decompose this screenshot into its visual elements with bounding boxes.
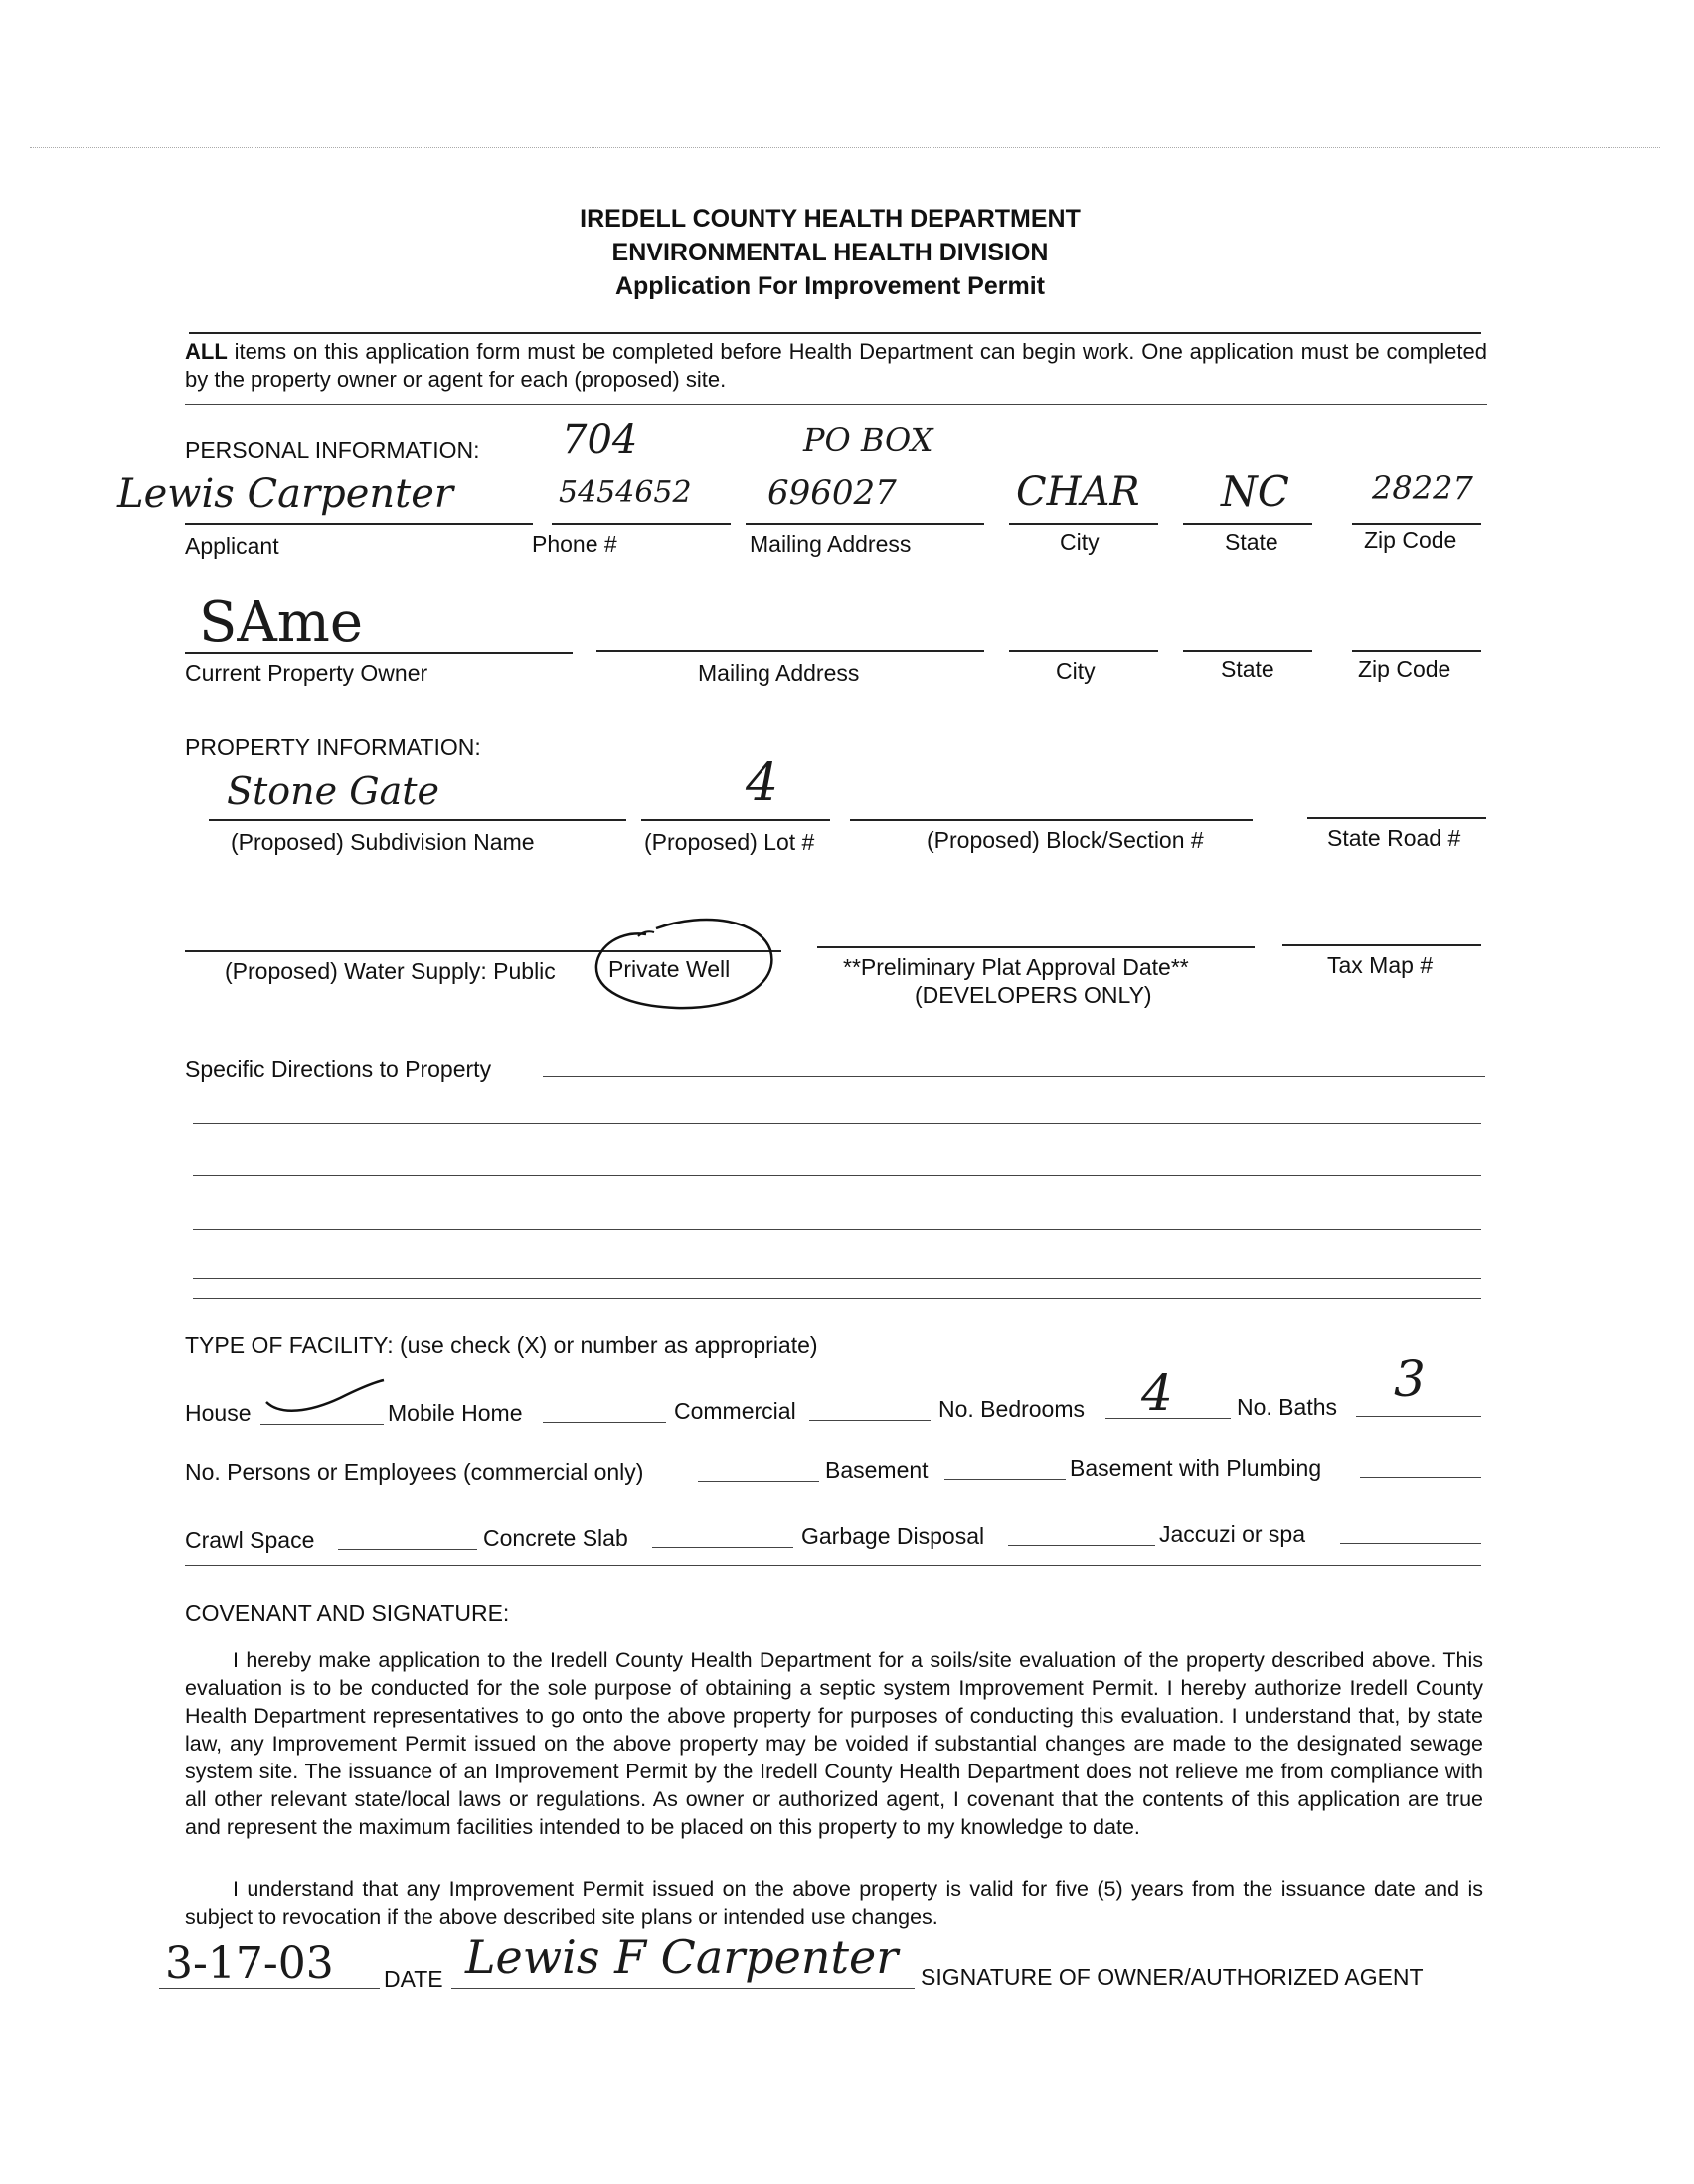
jaccuzi-label: Jaccuzi or spa	[1159, 1521, 1306, 1547]
owner-label: Current Property Owner	[185, 660, 428, 686]
date-label: DATE	[384, 1966, 443, 1992]
hw-zip: 28227	[1372, 469, 1473, 507]
header-line-1: IREDELL COUNTY HEALTH DEPARTMENT	[580, 205, 1081, 233]
facility-heading: TYPE OF FACILITY: (use check (X) or number as appropriate)	[185, 1332, 818, 1358]
bedrooms-label: No. Bedrooms	[938, 1396, 1086, 1422]
tax-map-label: Tax Map #	[1327, 952, 1434, 978]
plat-approval-label: **Preliminary Plat Approval Date**	[843, 954, 1189, 980]
signature: Lewis F Carpenter	[465, 1931, 899, 1984]
mailing-line	[746, 523, 984, 525]
tax-map-line	[1282, 944, 1481, 946]
directions-line	[193, 1229, 1481, 1230]
intro-body: items on this application form must be completed before Health Department can begin work. One application must be completed by the property owner or agent for each (proposed) site.	[185, 339, 1487, 392]
phone-line	[552, 523, 731, 525]
hw-date: 3-17-03	[165, 1938, 334, 1989]
private-well-circle	[587, 911, 785, 1020]
hw-address-top: PO BOX	[803, 421, 933, 459]
commercial-line	[809, 1420, 931, 1421]
owner-line	[185, 652, 573, 654]
owner-mailing-label: Mailing Address	[698, 660, 860, 686]
baths-label: No. Baths	[1237, 1394, 1337, 1420]
phone-label: Phone #	[532, 531, 617, 557]
directions-line	[193, 1298, 1481, 1299]
hw-applicant: Lewis Carpenter	[117, 471, 453, 517]
property-heading: PROPERTY INFORMATION:	[185, 734, 481, 759]
hw-phone-prefix: 704	[562, 418, 638, 463]
covenant-paragraph-1: I hereby make application to the Iredell County Health Department for a soils/site evaluation of the property described above. This evaluation is to be conducted for the sole purpose of obtaining a septic system Improvement Permit. I hereby authorize Iredell County Health Department representatives to go onto the above property for purposes of conducting this evaluation. I understand that, by state law, any Improvement Permit issued on the above property may be voided if substantial changes are made to the designated sewage system site. The issuance of an Improvement Permit by the Iredell County Health Department does not relieve me from compliance with all other relevant state/local laws or regulations. As owner or authorized agent, I covenant that the contents of this application are true and represent the maximum facilities intended to be placed on this property to my knowledge to date.	[185, 1648, 1483, 1839]
crawl-space-line	[338, 1549, 477, 1550]
basement-label: Basement	[825, 1457, 929, 1483]
owner-zip-label: Zip Code	[1358, 656, 1451, 682]
basement-line	[944, 1479, 1066, 1480]
mobile-home-line	[543, 1422, 666, 1423]
directions-line	[193, 1123, 1481, 1124]
personal-heading: PERSONAL INFORMATION:	[185, 437, 480, 463]
hw-mailing-address: 696027	[767, 473, 897, 513]
crawl-space-label: Crawl Space	[185, 1527, 315, 1553]
covenant-heading: COVENANT AND SIGNATURE:	[185, 1600, 510, 1626]
date-line	[159, 1988, 380, 1989]
basement-plumbing-line	[1360, 1477, 1481, 1478]
applicant-label: Applicant	[185, 533, 279, 559]
basement-plumbing-label: Basement with Plumbing	[1070, 1455, 1322, 1481]
directions-line	[193, 1175, 1481, 1176]
signature-label: SIGNATURE OF OWNER/AUTHORIZED AGENT	[921, 1964, 1424, 1990]
house-label: House	[185, 1400, 252, 1426]
directions-line	[543, 1076, 1485, 1077]
intro-bold: ALL	[185, 339, 228, 364]
hw-subdivision: Stone Gate	[227, 769, 439, 813]
persons-line	[698, 1481, 819, 1482]
developers-label: (DEVELOPERS ONLY)	[915, 982, 1152, 1008]
divider	[189, 332, 1481, 334]
hw-baths: 3	[1394, 1350, 1426, 1408]
lot-line	[641, 819, 830, 821]
private-well-label: Private Well	[608, 956, 731, 982]
block-line	[850, 819, 1253, 821]
mailing-address-label: Mailing Address	[750, 531, 912, 557]
jaccuzi-line	[1340, 1543, 1481, 1544]
divider	[185, 404, 1487, 405]
owner-mailing-line	[596, 650, 984, 652]
zip-line	[1352, 523, 1481, 525]
owner-state-line	[1183, 650, 1312, 652]
owner-state-label: State	[1221, 656, 1274, 682]
owner-city-label: City	[1056, 658, 1096, 684]
state-line	[1183, 523, 1312, 525]
plat-line	[817, 946, 1255, 948]
house-check-mark	[260, 1376, 390, 1426]
commercial-label: Commercial	[674, 1398, 796, 1424]
concrete-slab-line	[652, 1547, 793, 1548]
baths-line	[1356, 1416, 1481, 1417]
hw-lot: 4	[746, 754, 779, 813]
lot-label: (Proposed) Lot #	[644, 829, 815, 855]
hw-state: NC	[1221, 467, 1289, 516]
header-line-3: Application For Improvement Permit	[614, 272, 1045, 300]
hw-bedrooms: 4	[1141, 1364, 1173, 1422]
state-road-label: State Road #	[1327, 825, 1461, 851]
hw-owner: SAme	[199, 590, 364, 655]
applicant-line	[185, 523, 533, 525]
concrete-slab-label: Concrete Slab	[483, 1525, 628, 1551]
state-road-line	[1307, 817, 1486, 819]
subdivision-label: (Proposed) Subdivision Name	[231, 829, 535, 855]
directions-label: Specific Directions to Property	[185, 1056, 492, 1082]
intro-text	[185, 338, 1487, 394]
covenant-paragraph-2: I understand that any Improvement Permit issued on the above property is valid for five (5) years from the issuance date and is subject to revocation if the above described site plans or intended use changes.	[185, 1877, 1483, 1929]
hw-phone: 5454652	[559, 475, 692, 510]
hw-city: CHAR	[1016, 469, 1140, 515]
mobile-home-label: Mobile Home	[388, 1400, 523, 1426]
city-label: City	[1060, 529, 1100, 555]
garbage-disposal-label: Garbage Disposal	[801, 1523, 985, 1549]
owner-city-line	[1009, 650, 1158, 652]
subdivision-line	[209, 819, 626, 821]
signature-line	[451, 1988, 915, 1989]
state-label: State	[1225, 529, 1278, 555]
block-label: (Proposed) Block/Section #	[927, 827, 1204, 853]
scan-edge-line	[30, 147, 1660, 148]
divider	[185, 1565, 1481, 1566]
owner-zip-line	[1352, 650, 1481, 652]
directions-line	[193, 1278, 1481, 1279]
water-supply-label: (Proposed) Water Supply: Public	[225, 958, 556, 984]
header-line-2: ENVIRONMENTAL HEALTH DIVISION	[611, 239, 1049, 266]
zip-label: Zip Code	[1364, 527, 1457, 553]
garbage-disposal-line	[1008, 1545, 1155, 1546]
persons-label: No. Persons or Employees (commercial only)	[185, 1459, 644, 1485]
city-line	[1009, 523, 1158, 525]
